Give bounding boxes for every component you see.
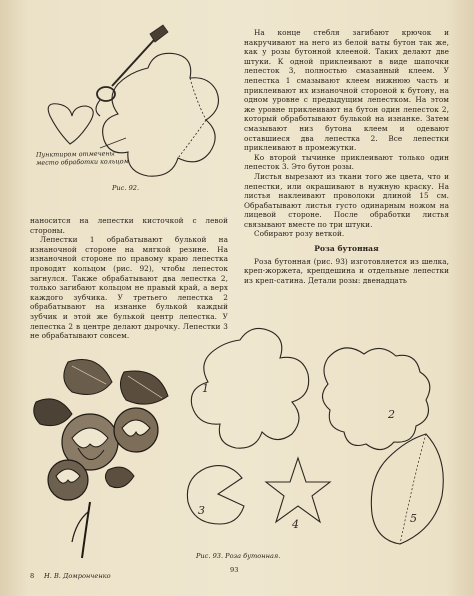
petal-4-outline [266,458,330,522]
section-title: Роза бутонная [314,244,379,254]
figure-92-note [36,149,129,167]
petal-5-outline [371,434,443,544]
right-paragraph-2: Ко второй тычинке приклеивают только один лепесток 3. Это бутон розы. [244,152,449,172]
right-column-text [244,28,449,285]
figure-93-caption: Рис. 93. Роза бутонная. [196,552,281,560]
footer-page-number-left: 8 [30,572,35,580]
left-paragraph-2: Лепестки 1 обрабатывают булькой на изнаночной стороне на мягкой резине. На изнаночной стороне по правому краю лепестка проводят кольцом (рис. 92), чтобы лепесток загнулся. Также обрабатывают два лепестка 2, только загибают кольцом не правый край, а верх каждого зубчика. У третьего лепестка 2 обрабатывают на изнанке булькой каждый зубчик и этой же булькой центр лепестка. У лепестка 2 в центре делают дырочку. Лепестки 3 не обрабатывают совсем. [30,235,228,341]
petal-3-outline [187,466,244,524]
petal-label-1: 1 [202,382,209,395]
footer-author: Н. В. Домронченко [44,572,111,580]
right-paragraph-1: На конце стебля загибают крючок и накручивают на него из белой ваты бутон так же, как у розы бутонной клееной. Таких делают две штуки. К одной приклеивают в виде шапочки лепесток 3, полностью смазанный клеем. У лепестка 1 смазывают клеем нижнюю часть и приклеивают их изнаночной стороной к бутону, на одном уровне с предыдущим лепестком. На этом же уровне приклеивают на бутон один лепесток 2, который обработывают булькой на изнанке. Затем смазывают низ бутона клеем и одевают оставшиеся два лепестка 2. Все лепестки приклеивают в промежутки. [244,28,449,153]
figure-92-note-line1: Пунктиром отмечены [35,149,115,159]
right-paragraph-4: Собирают розу веткой. [254,229,345,239]
petal-label-2: 2 [388,408,395,421]
footer-page-number-center: 93 [230,566,239,574]
right-paragraph-3: Листья вырезают из ткани того же цвета, что и лепестки, или окрашивают в нужную краску. На листья наклеивают проволоки длиной 15 см. Обрабатывают листья густо одинарным ножом на лицевой стороне. После обработки листья связывают вместе по три штуки. [244,171,449,229]
figure-92-caption: Рис. 92. [112,184,140,192]
rose-branch-illustration [28,352,178,562]
petal-label-4: 4 [292,518,299,531]
petal-label-3: 3 [198,504,205,517]
left-paragraph-1: наносится на лепестки кисточкой с левой стороны. [30,216,228,235]
right-paragraph-5: Роза бутонная (рис. 93) изготовляется из шелка, креп-жоржета, крепдешина и отдельные лепестки из креп-сатина. Детали розы: двенадцать [244,256,449,285]
figure-93-patterns [180,318,450,548]
petal-label-5: 5 [410,512,417,525]
petal-2-outline [322,348,429,450]
figure-92-note-line2: место обработки кольцом [36,157,129,167]
